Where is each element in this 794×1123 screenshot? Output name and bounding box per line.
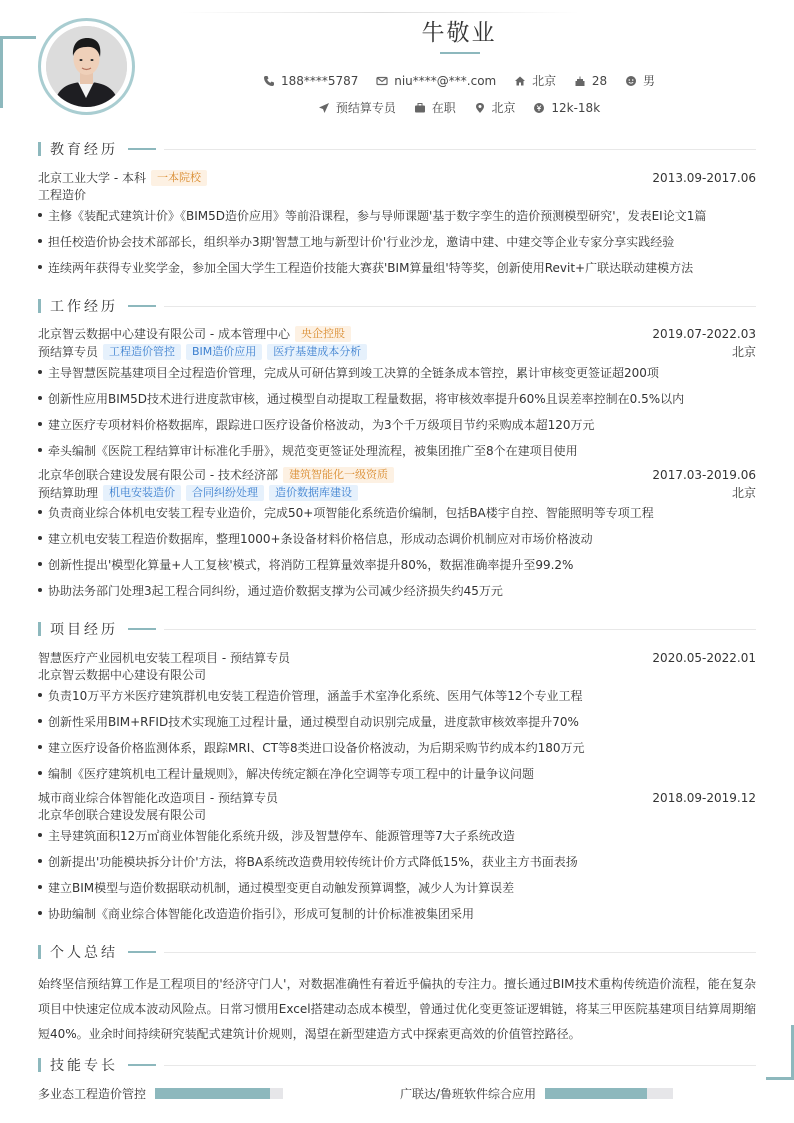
education-major-row [38,186,756,203]
status-info [414,99,456,116]
job-role: 预结算专员 [38,345,99,359]
location-icon [474,102,486,114]
work-2-role-row [38,484,756,501]
skill-level-bar [545,1088,673,1099]
gender: 男 [643,74,656,88]
briefcase-icon [414,102,426,114]
work-1-header [38,325,756,342]
work-1-role-row [38,343,756,360]
section-line [164,149,756,150]
project-company: 北京智云数据中心建设有限公司 [38,668,207,682]
top-divider [180,12,580,13]
project-title: 城市商业综合体智能化改造项目 - 预结算专员 [38,791,278,805]
smile-icon [625,75,637,87]
contact-info-row [0,72,794,90]
salary-info [533,101,600,115]
section-dash [128,628,156,630]
list-item: 主导建筑面积12万㎡商业体智能化系统升级，涉及智慧停车、能源管理等7大子系统改造 [38,827,756,844]
section-dash [128,1064,156,1066]
section-title-projects: 项目经历 [50,622,118,638]
job-info-row [0,99,794,117]
target-city: 北京 [491,101,516,115]
skill-item [38,1085,283,1102]
list-item: 协助编制《商业综合体智能化改造造价指引》，形成可复制的计价标准被集团采用 [38,905,756,922]
list-item: 负责商业综合体机电安装工程专业造价，完成50+项智能化系统造价编制，包括BA楼宇自控、智能照明等专项工程 [38,504,756,521]
section-line [164,629,756,630]
skill-tag: 造价数据库建设 [269,485,358,501]
list-item: 担任校造价协会技术部部长，组织举办3期'智慧工地与新型计价'行业沙龙，邀请中建、中建交等企业专家分享实践经验 [38,233,756,250]
list-item: 负责10万平方米医疗建筑群机电安装工程造价管理，涵盖手术室净化系统、医用气体等12个专业工程 [38,687,756,704]
list-item: 创新性采用BIM+RFID技术实现施工过程计量，通过模型自动识别完成量，进度款审核效率提升70% [38,713,756,730]
money-icon [533,102,545,114]
target-city-info [474,99,516,116]
corner-decoration [766,1077,794,1080]
list-item: 主修《装配式建筑计价》《BIM5D造价应用》等前沿课程，参与导师课题'基于数字孪生的造价预测模型研究'，发表EI论文1篇 [38,207,756,224]
phone-info [263,74,358,88]
list-item: 建立医疗专项材料价格数据库，跟踪进口医疗设备价格波动，为3个千万级项目节约采购成本超120万元 [38,416,756,433]
list-item: 牵头编制《医院工程结算审计标准化手册》，规范变更签证处理流程，被集团推广至8个在建项目使用 [38,442,756,459]
section-dash [128,148,156,150]
project-1-header [38,649,756,666]
section-title-summary: 个人总结 [50,945,118,961]
project-date: 2020.05-2022.01 [652,650,756,665]
project-date: 2018.09-2019.12 [652,790,756,805]
send-icon [318,102,330,114]
list-item: 创新提出'功能模块拆分计价'方法，将BA系统改造费用较传统计价方式降低15%，获业主方书面表扬 [38,853,756,870]
section-bar [38,622,41,636]
email-address: niu****@***.com [394,73,497,88]
major: 工程造价 [38,188,87,202]
company-tag: 央企控股 [295,326,351,342]
list-item: 创新性提出'模型化算量+人工复核'模式，将消防工程算量效率提升80%，数据准确率提升至99.2% [38,556,756,573]
section-bar [38,142,41,156]
city-info [514,72,556,89]
skill-name: 多业态工程造价管控 [38,1087,147,1101]
list-item: 创新性应用BIM5D技术进行进度款审核，通过模型自动提取工程量数据，将审核效率提升60%且误差率控制在0.5%以内 [38,390,756,407]
section-line [164,306,756,307]
section-projects [38,619,756,639]
skill-level-bar [155,1088,283,1099]
company-tag: 建筑智能化一级资质 [283,467,394,483]
skill-tag: 医疗基建成本分析 [267,344,367,360]
section-title-skills: 技能专长 [50,1058,118,1074]
list-item: 协助法务部门处理3起工程合同纠纷，通过造价数据支撑为公司减少经济损失约45万元 [38,582,756,599]
skill-tag: 工程造价管控 [103,344,181,360]
education-date: 2013.09-2017.06 [652,170,756,185]
section-line [164,952,756,953]
project-2-company-row [38,806,756,823]
expected-salary: 12k-18k [551,100,601,115]
phone-icon [263,75,275,87]
work-2-header [38,466,756,483]
work-date: 2017.03-2019.06 [652,467,756,482]
section-title-work: 工作经历 [50,299,118,315]
skill-tag: BIM造价应用 [186,344,262,360]
project-1-company-row [38,666,756,683]
skill-item [400,1085,673,1102]
employment-status: 在职 [431,101,456,115]
list-item: 主导智慧医院基建项目全过程造价管理，完成从可研估算到竣工决算的全链条成本管控，累计审核变更签证超200项 [38,364,756,381]
phone-number: 188****5787 [280,73,359,88]
skill-tag: 合同纠纷处理 [186,485,264,501]
cake-icon [574,75,586,87]
position-info [318,99,396,116]
section-work [38,296,756,316]
project-2-header [38,789,756,806]
gender-info [625,72,655,89]
list-item: 建立医疗设备价格监测体系，跟踪MRI、CT等8类进口设备价格波动，为后期采购节约成本约180万元 [38,739,756,756]
section-skills [38,1055,756,1075]
home-icon [514,75,526,87]
age-info [574,74,607,88]
target-position: 预结算专员 [335,101,396,115]
section-dash [128,951,156,953]
section-summary [38,942,756,962]
section-education [38,139,756,159]
skill-tag: 机电安装造价 [103,485,181,501]
list-item: 编制《医疗建筑机电工程计量规则》，解决传统定额在净化空调等专项工程中的计量争议问题 [38,765,756,782]
skill-level-fill [545,1088,647,1099]
project-title: 智慧医疗产业园机电安装工程项目 - 预结算专员 [38,651,290,665]
company-name: 北京华创联合建设发展有限公司 - 技术经济部 [38,468,278,482]
section-bar [38,945,41,959]
summary-text: 始终坚信预结算工作是工程项目的'经济守门人'，对数据准确性有着近乎偏执的专注力。擅长通过BIM技术重构传统造价流程，能在复杂项目中快速定位成本波动风险点。日常习惯用Excel搭建动态成本模型，曾通过优化变更签证逻辑链，将某三甲医院基建项目结算周期缩短40%。业余时间持续研究装配式建筑计价规则，渴望在新型建造方式中探索更高效的价值管控路径。 [38,977,756,1041]
list-item: 建立BIM模型与造价数据联动机制，通过模型变更自动触发预算调整，减少人为计算误差 [38,879,756,896]
name-underline [440,52,480,54]
work-city: 北京 [731,486,756,500]
skill-level-fill [155,1088,270,1099]
education-header [38,169,756,186]
school-tag: 一本院校 [151,170,207,186]
email-info [376,74,496,88]
section-bar [38,299,41,313]
list-item: 建立机电安装工程造价数据库，整理1000+条设备材料价格信息，形成动态调价机制应对市场价格波动 [38,530,756,547]
job-role: 预结算助理 [38,486,99,500]
section-title-education: 教育经历 [50,142,118,158]
skill-name: 广联达/鲁班软件综合应用 [400,1087,537,1101]
age: 28 [591,73,608,88]
work-city: 北京 [731,345,756,359]
section-bar [38,1058,41,1072]
school-name: 北京工业大学 - 本科 [38,171,146,185]
city: 北京 [532,74,557,88]
candidate-name: 牛敬业 [421,20,497,46]
mail-icon [376,75,388,87]
project-company: 北京华创联合建设发展有限公司 [38,808,207,822]
work-date: 2019.07-2022.03 [652,326,756,341]
section-dash [128,305,156,307]
list-item: 连续两年获得专业奖学金，参加全国大学生工程造价技能大赛获'BIM算量组'特等奖，创新使用Revit+广联达联动建模方法 [38,259,756,276]
section-line [164,1065,756,1066]
company-name: 北京智云数据中心建设有限公司 - 成本管理中心 [38,327,290,341]
